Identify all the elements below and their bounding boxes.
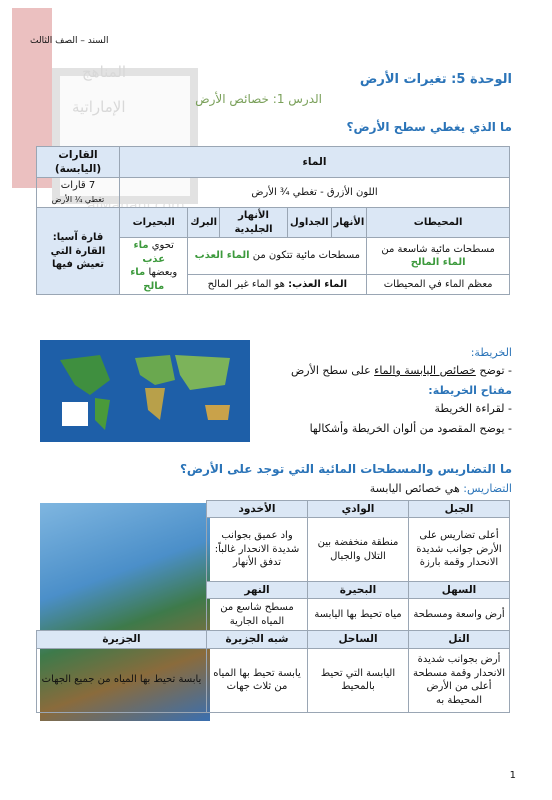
land-header: القارات (اليابسة): [37, 147, 120, 178]
salt-water: الماء المالح: [410, 257, 466, 269]
watermark-text-1: المناهج: [82, 63, 127, 81]
water-header: الماء: [120, 147, 510, 178]
canyon-desc: واد عميق بجوانب شديدة الانحدار غالباً: تدفق الأنهار: [207, 518, 308, 582]
valley-desc: منطقة منخفضة بين التلال والجبال: [308, 518, 409, 582]
col-lakes: البحيرات: [120, 208, 188, 238]
question-2: ما التضاريس والمسطحات المائية التي توجد على الأرض؟: [179, 462, 512, 476]
plain-header: السهل: [409, 582, 510, 599]
fresh-def-label: الماء العذب:: [288, 278, 347, 290]
fresh-def: [188, 275, 367, 295]
map-key-title: مفتاح الخريطة:: [428, 384, 512, 397]
mountain-header: الجبل: [409, 501, 510, 518]
fresh-def-text: هو الماء غير المالح: [207, 278, 285, 290]
lake-header: البحيرة: [308, 582, 409, 599]
watermark-text-2: الإماراتية: [72, 98, 126, 116]
coast-header: الساحل: [308, 631, 409, 648]
header-top-left: السند – الصف الثالث: [30, 36, 109, 46]
mountain-desc: أعلى تضاريس على الأرض جوانب شديدة الانحدار وقمة بارزة: [409, 518, 510, 582]
col-oceans: المحيطات: [367, 208, 510, 238]
world-map-image: [40, 340, 250, 442]
lake-desc: مياه تحيط بها اليابسة: [308, 599, 409, 631]
page-number: 1: [509, 770, 516, 781]
hill-header: التل: [409, 631, 510, 648]
oceans-desc: [367, 238, 510, 275]
canyon-header: الأخدود: [207, 501, 308, 518]
valley-header: الوادي: [308, 501, 409, 518]
land-fraction: تغطي ¼ الأرض: [51, 194, 105, 204]
fresh-desc: [188, 238, 367, 275]
map-line-1: [291, 364, 512, 377]
island-desc: يابسة تحيط بها المياه من جميع الجهات: [37, 648, 207, 712]
map-title: الخريطة:: [470, 346, 512, 359]
ocean-water: معظم الماء في المحيطات: [367, 275, 510, 295]
landforms-label: التضاريس:: [463, 482, 512, 495]
map-key-1: - لقراءة الخريطة: [434, 402, 512, 415]
landforms-text: هي خصائص اليابسة: [369, 482, 460, 495]
unit-title: الوحدة 5: تغيرات الأرض: [359, 72, 512, 87]
water-coverage: اللون الأزرق - تغطي ¾ الأرض: [120, 178, 510, 208]
landforms-def: [370, 482, 512, 495]
land-coverage: [37, 178, 120, 208]
landforms-table: [36, 500, 510, 713]
map-line-1a: - توضح: [479, 364, 512, 377]
coast-desc: اليابسة التي تحيط بالمحيط: [308, 648, 409, 712]
lakes-fresh: ماء عذب: [133, 240, 166, 265]
lakes-a: تحوي: [151, 240, 174, 252]
col-streams: الجداول: [288, 208, 332, 238]
river-desc: مسطح شاسع من المياه الجارية: [207, 599, 308, 631]
continents-count: 7 قارات: [60, 180, 96, 192]
map-line-1c: على سطح الأرض: [291, 364, 371, 377]
col-ponds: البرك: [188, 208, 220, 238]
col-glaciers: الأنهار الجليدية: [220, 208, 288, 238]
question-1: ما الذي يغطي سطح الأرض؟: [346, 120, 512, 134]
asia-desc: القارة التي تعيش فيها: [50, 245, 106, 271]
asia-cell: [37, 208, 120, 295]
oceans-desc-text: مسطحات مائية شاسعة من: [381, 243, 495, 255]
water-land-table: [36, 146, 510, 295]
map-line-1b: خصائص اليابسة والماء: [374, 364, 476, 377]
map-key-2: - يوضح المقصود من ألوان الخريطة وأشكالها: [309, 422, 512, 435]
river-header: النهر: [207, 582, 308, 599]
watermark-site: alManahj.com: [87, 198, 185, 214]
hill-desc: أرض بجوانب شديدة الانحدار وقمة مسطحة أعلى من الأرض المحيطة به: [409, 648, 510, 712]
island-header: الجزيرة: [37, 631, 207, 648]
lakes-b: وبعضها: [148, 267, 178, 279]
lesson-title: الدرس 1: خصائص الأرض: [195, 92, 322, 106]
peninsula-header: شبه الجزيرة: [207, 631, 308, 648]
asia-label: قارة آسيا:: [52, 232, 104, 244]
lakes-desc: [120, 238, 188, 295]
fresh-desc-text: مسطحات مائية تتكون من: [252, 250, 361, 262]
lakes-salt: ماء مالح: [130, 267, 165, 292]
col-rivers: الأنهار: [331, 208, 367, 238]
fresh-water: الماء العذب: [194, 250, 250, 262]
plain-desc: أرض واسعة ومسطحة: [409, 599, 510, 631]
peninsula-desc: يابسة تحيط بها المياه من ثلاث جهات: [207, 648, 308, 712]
